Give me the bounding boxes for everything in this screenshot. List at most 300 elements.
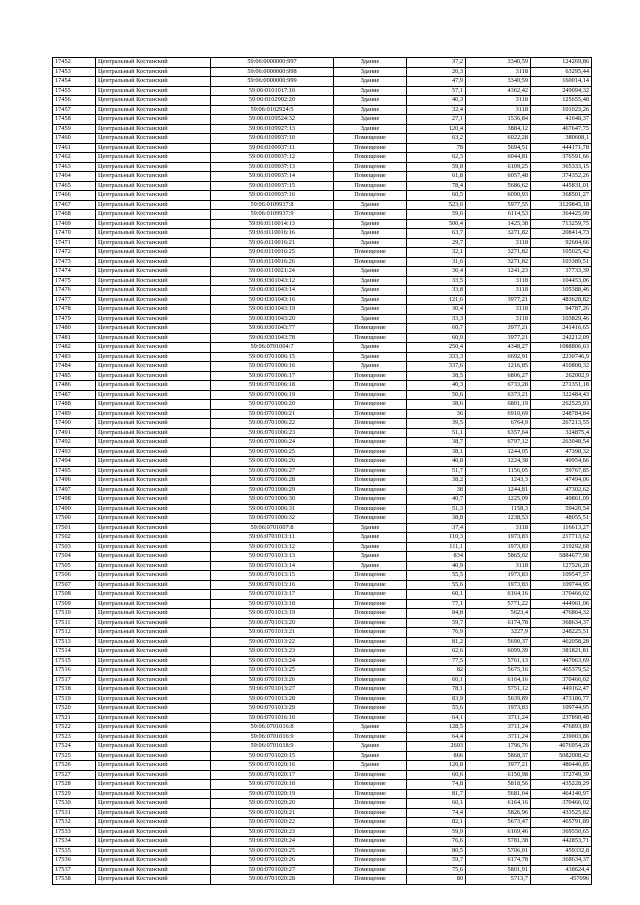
area-cell: 83,9 — [407, 694, 466, 704]
object-type-cell: Помещение — [334, 628, 407, 638]
cadastral-value-cell: 364425,99 — [531, 210, 592, 220]
cadastral-number-cell: 59:06:0301043:14 — [211, 286, 334, 296]
unit-value-cell: 6801,19 — [466, 400, 531, 410]
unit-value-cell: 3118 — [466, 276, 531, 286]
district-name-cell: Центральный Костанский — [96, 875, 211, 885]
table-body — [53, 58, 592, 885]
area-cell: 47,9 — [407, 77, 466, 87]
area-cell: 128,5 — [407, 723, 466, 733]
cadastral-number-cell: 59:06:0109937:13 — [211, 162, 334, 172]
row-number-cell: 17488 — [53, 400, 96, 410]
object-type-cell: Помещение — [334, 789, 407, 799]
row-number-cell: 17491 — [53, 428, 96, 438]
cadastral-value-cell: 48055,51 — [531, 514, 592, 524]
row-number-cell: 17517 — [53, 675, 96, 685]
unit-value-cell: 5865,02 — [466, 552, 531, 562]
row-number-cell: 17472 — [53, 248, 96, 258]
table-row — [53, 362, 592, 372]
object-type-cell: Здание — [334, 542, 407, 552]
district-name-cell: Центральный Костанский — [96, 808, 211, 818]
object-type-cell: Помещение — [334, 647, 407, 657]
unit-value-cell: 1973,83 — [466, 542, 531, 552]
unit-value-cell: 6174,78 — [466, 618, 531, 628]
cadastral-number-cell: 59:06:0109937:11 — [211, 143, 334, 153]
district-name-cell: Центральный Костанский — [96, 295, 211, 305]
cadastral-number-cell: 59:06:0701013:28 — [211, 694, 334, 704]
area-cell: 57,1 — [407, 86, 466, 96]
cadastral-number-cell: 59:06:0701013:25 — [211, 666, 334, 676]
area-cell: 31,6 — [407, 257, 466, 267]
cadastral-number-cell: 59:06:0109927:13 — [211, 124, 334, 134]
area-cell: 333,3 — [407, 352, 466, 362]
district-name-cell: Центральный Костанский — [96, 628, 211, 638]
cadastral-value-cell: 374352,26 — [531, 172, 592, 182]
row-number-cell: 17452 — [53, 58, 96, 68]
district-name-cell: Центральный Костанский — [96, 409, 211, 419]
row-number-cell: 17475 — [53, 276, 96, 286]
object-type-cell: Помещение — [334, 504, 407, 514]
area-cell: 60,1 — [407, 799, 466, 809]
row-number-cell: 17495 — [53, 466, 96, 476]
table-row — [53, 191, 592, 201]
cadastral-value-cell: 372749,39 — [531, 770, 592, 780]
row-number-cell: 17513 — [53, 637, 96, 647]
table-row — [53, 96, 592, 106]
cadastral-value-cell: 37733,39 — [531, 267, 592, 277]
district-name-cell: Центральный Костанский — [96, 742, 211, 752]
object-type-cell: Помещение — [334, 599, 407, 609]
table-row — [53, 618, 592, 628]
unit-value-cell: 1224,38 — [466, 457, 531, 467]
district-name-cell: Центральный Костанский — [96, 124, 211, 134]
unit-value-cell: 1244,81 — [466, 485, 531, 495]
table-row — [53, 428, 592, 438]
table-row — [53, 628, 592, 638]
cadastral-number-cell: 59:06:0701006:15 — [211, 352, 334, 362]
area-cell: 62,6 — [407, 647, 466, 657]
cadastral-number-cell: 59:06:0110016:16 — [211, 229, 334, 239]
table-row — [53, 86, 592, 96]
cadastral-value-cell: 208414,73 — [531, 229, 592, 239]
table-row — [53, 105, 592, 115]
table-row — [53, 77, 592, 87]
table-row — [53, 172, 592, 182]
unit-value-cell: 3271,82 — [466, 257, 531, 267]
district-name-cell: Центральный Костанский — [96, 200, 211, 210]
row-number-cell: 17514 — [53, 647, 96, 657]
row-number-cell: 17466 — [53, 191, 96, 201]
row-number-cell: 17522 — [53, 723, 96, 733]
cadastral-value-cell: 103829,46 — [531, 314, 592, 324]
area-cell: 78,4 — [407, 181, 466, 191]
district-name-cell: Центральный Костанский — [96, 514, 211, 524]
object-type-cell: Помещение — [334, 390, 407, 400]
document-page — [52, 57, 592, 885]
row-number-cell: 17536 — [53, 856, 96, 866]
district-name-cell: Центральный Костанский — [96, 371, 211, 381]
area-cell: 39,5 — [407, 419, 466, 429]
table-row — [53, 875, 592, 885]
district-name-cell: Центральный Костанский — [96, 438, 211, 448]
area-cell: 59,7 — [407, 856, 466, 866]
cadastral-value-cell: 449162,47 — [531, 685, 592, 695]
object-type-cell: Помещение — [334, 257, 407, 267]
district-name-cell: Центральный Костанский — [96, 257, 211, 267]
row-number-cell: 17516 — [53, 666, 96, 676]
area-cell: 36 — [407, 409, 466, 419]
row-number-cell: 17521 — [53, 713, 96, 723]
object-type-cell: Помещение — [334, 428, 407, 438]
unit-value-cell: 3884,12 — [466, 124, 531, 134]
cadastral-number-cell: 59:06:0701006:16 — [211, 362, 334, 372]
district-name-cell: Центральный Костанский — [96, 723, 211, 733]
row-number-cell: 17457 — [53, 105, 96, 115]
cadastral-number-cell: 59:06:0110014:13 — [211, 219, 334, 229]
cadastral-value-cell: 249094,32 — [531, 86, 592, 96]
object-type-cell: Здание — [334, 552, 407, 562]
area-cell: 60,7 — [407, 324, 466, 334]
cadastral-number-cell: 59:06:0701020:25 — [211, 846, 334, 856]
object-type-cell: Помещение — [334, 837, 407, 847]
cadastral-value-cell: 480446,85 — [531, 761, 592, 771]
cadastral-value-cell: 3129845,18 — [531, 200, 592, 210]
object-type-cell: Помещение — [334, 371, 407, 381]
cadastral-number-cell: 59:06:0701020:27 — [211, 865, 334, 875]
object-type-cell: Помещение — [334, 248, 407, 258]
row-number-cell: 17455 — [53, 86, 96, 96]
cadastral-number-cell: 59:06:0701006:26 — [211, 457, 334, 467]
cadastral-number-cell: 59:06:0701006:32 — [211, 514, 334, 524]
cadastral-value-cell: 476893,89 — [531, 723, 592, 733]
object-type-cell: Здание — [334, 742, 407, 752]
cadastral-value-cell: 248225,51 — [531, 628, 592, 638]
district-name-cell: Центральный Костанский — [96, 476, 211, 486]
cadastral-value-cell: 322484,43 — [531, 390, 592, 400]
cadastral-value-cell: 49861,09 — [531, 495, 592, 505]
table-row — [53, 590, 592, 600]
area-cell: 59,9 — [407, 827, 466, 837]
area-cell: 51,1 — [407, 428, 466, 438]
row-number-cell: 17484 — [53, 362, 96, 372]
district-name-cell: Центральный Костанский — [96, 305, 211, 315]
cadastral-value-cell: 124269,86 — [531, 58, 592, 68]
table-row — [53, 571, 592, 581]
table-row — [53, 419, 592, 429]
object-type-cell: Здание — [334, 305, 407, 315]
cadastral-number-cell: 59:06:0701016:10 — [211, 713, 334, 723]
cadastral-value-cell: 464140,97 — [531, 789, 592, 799]
unit-value-cell: 5801,91 — [466, 865, 531, 875]
area-cell: 51,3 — [407, 504, 466, 514]
object-type-cell: Здание — [334, 751, 407, 761]
area-cell: 40,7 — [407, 495, 466, 505]
area-cell: 82,1 — [407, 818, 466, 828]
row-number-cell: 17506 — [53, 571, 96, 581]
table-row — [53, 181, 592, 191]
row-number-cell: 17468 — [53, 210, 96, 220]
unit-value-cell: 6169,46 — [466, 827, 531, 837]
row-number-cell: 17460 — [53, 134, 96, 144]
cadastral-number-cell: 59:06:0301043:77 — [211, 324, 334, 334]
object-type-cell: Помещение — [334, 514, 407, 524]
area-cell: 81,7 — [407, 789, 466, 799]
table-row — [53, 666, 592, 676]
cadastral-number-cell: 59:06:0000000:997 — [211, 58, 334, 68]
object-type-cell: Помещение — [334, 476, 407, 486]
area-cell: 64,1 — [407, 713, 466, 723]
row-number-cell: 17458 — [53, 115, 96, 125]
cadastral-number-cell: 59:06:0701013:17 — [211, 590, 334, 600]
cadastral-value-cell: 369550,65 — [531, 827, 592, 837]
district-name-cell: Центральный Костанский — [96, 533, 211, 543]
row-number-cell: 17512 — [53, 628, 96, 638]
district-name-cell: Центральный Костанский — [96, 675, 211, 685]
area-cell: 30,4 — [407, 305, 466, 315]
cadastral-value-cell: 49954,66 — [531, 457, 592, 467]
object-type-cell: Помещение — [334, 704, 407, 714]
cadastral-value-cell: 365333,15 — [531, 162, 592, 172]
cadastral-number-cell: 59:06:0701013:16 — [211, 580, 334, 590]
cadastral-number-cell: 59:06:0110021:24 — [211, 267, 334, 277]
unit-value-cell: 6806,27 — [466, 371, 531, 381]
cadastral-value-cell: 444171,78 — [531, 143, 592, 153]
cadastral-value-cell: 483628,82 — [531, 295, 592, 305]
unit-value-cell: 1238,53 — [466, 514, 531, 524]
cadastral-value-cell: 370466,02 — [531, 590, 592, 600]
object-type-cell: Помещение — [334, 172, 407, 182]
unit-value-cell: 6099,39 — [466, 647, 531, 657]
district-name-cell: Центральный Костанский — [96, 780, 211, 790]
unit-value-cell: 3340,59 — [466, 77, 531, 87]
district-name-cell: Центральный Костанский — [96, 770, 211, 780]
district-name-cell: Центральный Костанский — [96, 143, 211, 153]
row-number-cell: 17459 — [53, 124, 96, 134]
area-cell: 59,8 — [407, 162, 466, 172]
district-name-cell: Центральный Костанский — [96, 419, 211, 429]
table-row — [53, 609, 592, 619]
area-cell: 33,8 — [407, 286, 466, 296]
table-row — [53, 523, 592, 533]
cadastral-number-cell: 59:06:0701020:26 — [211, 856, 334, 866]
table-row — [53, 219, 592, 229]
table-row — [53, 400, 592, 410]
cadastral-number-cell: 59:06:0701013:11 — [211, 533, 334, 543]
area-cell: 29,7 — [407, 238, 466, 248]
area-cell: 60,6 — [407, 770, 466, 780]
area-cell: 60,5 — [407, 191, 466, 201]
object-type-cell: Помещение — [334, 799, 407, 809]
unit-value-cell: 5977,55 — [466, 200, 531, 210]
row-number-cell: 17492 — [53, 438, 96, 448]
unit-value-cell: 6114,53 — [466, 210, 531, 220]
row-number-cell: 17456 — [53, 96, 96, 106]
cadastral-number-cell: 59:06:0701006:18 — [211, 381, 334, 391]
row-number-cell: 17481 — [53, 333, 96, 343]
object-type-cell: Помещение — [334, 485, 407, 495]
table-row — [53, 504, 592, 514]
unit-value-cell: 6109,25 — [466, 162, 531, 172]
cadastral-value-cell: 462058,28 — [531, 637, 592, 647]
table-row — [53, 447, 592, 457]
cadastral-number-cell: 59:06:0110016:26 — [211, 257, 334, 267]
object-type-cell: Помещение — [334, 656, 407, 666]
cadastral-number-cell: 59:06:0701020:16 — [211, 761, 334, 771]
row-number-cell: 17511 — [53, 618, 96, 628]
table-row — [53, 134, 592, 144]
cadastral-number-cell: 59:06:0701006:19 — [211, 390, 334, 400]
object-type-cell: Помещение — [334, 419, 407, 429]
cadastral-number-cell: 59:06:0701013:12 — [211, 542, 334, 552]
unit-value-cell: 5673,47 — [466, 818, 531, 828]
cadastral-number-cell: 59:06:0301043:12 — [211, 276, 334, 286]
area-cell: 110,3 — [407, 533, 466, 543]
area-cell: 40,3 — [407, 96, 466, 106]
district-name-cell: Центральный Костанский — [96, 86, 211, 96]
row-number-cell: 17507 — [53, 580, 96, 590]
cadastral-value-cell: 237890,48 — [531, 713, 592, 723]
cadastral-number-cell: 59:06:0701006:29 — [211, 485, 334, 495]
table-row — [53, 381, 592, 391]
table-row — [53, 115, 592, 125]
district-name-cell: Центральный Костанский — [96, 694, 211, 704]
unit-value-cell: 5681,04 — [466, 789, 531, 799]
table-row — [53, 438, 592, 448]
district-name-cell: Центральный Костанский — [96, 609, 211, 619]
cadastral-number-cell: 59:06:0701006:20 — [211, 400, 334, 410]
cadastral-number-cell: 59:06:0000000:999 — [211, 77, 334, 87]
cadastral-value-cell: 59767,85 — [531, 466, 592, 476]
unit-value-cell: 6022,28 — [466, 134, 531, 144]
cadastral-number-cell: 59:06:0701013:24 — [211, 656, 334, 666]
table-row — [53, 210, 592, 220]
object-type-cell: Помещение — [334, 466, 407, 476]
cadastral-value-cell: 271351,18 — [531, 381, 592, 391]
unit-value-cell: 6164,16 — [466, 590, 531, 600]
area-cell: 40,8 — [407, 457, 466, 467]
table-row — [53, 295, 592, 305]
row-number-cell: 17480 — [53, 324, 96, 334]
table-row — [53, 409, 592, 419]
table-row — [53, 818, 592, 828]
unit-value-cell: 5826,96 — [466, 808, 531, 818]
object-type-cell: Помещение — [334, 856, 407, 866]
unit-value-cell: 5868,37 — [466, 751, 531, 761]
object-type-cell: Здание — [334, 533, 407, 543]
district-name-cell: Центральный Костанский — [96, 400, 211, 410]
table-row — [53, 333, 592, 343]
cadastral-value-cell: 459332,8 — [531, 846, 592, 856]
object-type-cell: Помещение — [334, 134, 407, 144]
unit-value-cell: 3118 — [466, 105, 531, 115]
row-number-cell: 17462 — [53, 153, 96, 163]
cadastral-number-cell: 59:06:0701006:21 — [211, 409, 334, 419]
area-cell: 121,6 — [407, 295, 466, 305]
cadastral-value-cell: 47398,32 — [531, 447, 592, 457]
area-cell: 866 — [407, 751, 466, 761]
unit-value-cell: 3271,82 — [466, 248, 531, 258]
area-cell: 834 — [407, 552, 466, 562]
district-name-cell: Центральный Костанский — [96, 343, 211, 353]
table-row — [53, 837, 592, 847]
row-number-cell: 17527 — [53, 770, 96, 780]
object-type-cell: Помещение — [334, 590, 407, 600]
area-cell: 77,1 — [407, 599, 466, 609]
row-number-cell: 17471 — [53, 238, 96, 248]
district-name-cell: Центральный Костанский — [96, 656, 211, 666]
district-name-cell: Центральный Костанский — [96, 181, 211, 191]
cadastral-value-cell: 4676954,28 — [531, 742, 592, 752]
cadastral-value-cell: 109744,95 — [531, 704, 592, 714]
object-type-cell: Помещение — [334, 191, 407, 201]
cadastral-number-cell: 59:06:0701020:22 — [211, 818, 334, 828]
district-name-cell: Центральный Костанский — [96, 761, 211, 771]
unit-value-cell: 5690,37 — [466, 637, 531, 647]
row-number-cell: 17454 — [53, 77, 96, 87]
row-number-cell: 17510 — [53, 609, 96, 619]
object-type-cell: Помещение — [334, 637, 407, 647]
cadastral-number-cell: 59:06:0701007:8 — [211, 523, 334, 533]
cadastral-value-cell: 2230746,9 — [531, 352, 592, 362]
table-row — [53, 533, 592, 543]
cadastral-number-cell: 59:06:0701013:27 — [211, 685, 334, 695]
area-cell: 62,3 — [407, 153, 466, 163]
district-name-cell: Центральный Костанский — [96, 552, 211, 562]
unit-value-cell: 1158,3 — [466, 504, 531, 514]
cadastral-number-cell: 59:06:0701016:8 — [211, 723, 334, 733]
unit-value-cell: 4348,27 — [466, 343, 531, 353]
cadastral-number-cell: 59:06:0701020:28 — [211, 875, 334, 885]
table-row — [53, 248, 592, 258]
cadastral-value-cell: 467647,75 — [531, 124, 592, 134]
object-type-cell: Здание — [334, 314, 407, 324]
area-cell: 32,4 — [407, 105, 466, 115]
cadastral-number-cell: 59:06:0701013:29 — [211, 704, 334, 714]
cadastral-number-cell: 59:06:0701018:9 — [211, 742, 334, 752]
unit-value-cell: 3271,82 — [466, 229, 531, 239]
cadastral-number-cell: 59:06:0701013:19 — [211, 609, 334, 619]
cadastral-value-cell: 267213,55 — [531, 419, 592, 429]
area-cell: 55,6 — [407, 704, 466, 714]
district-name-cell: Центральный Костанский — [96, 324, 211, 334]
object-type-cell: Помещение — [334, 210, 407, 220]
cadastral-value-cell: 160014,14 — [531, 77, 592, 87]
unit-value-cell: 1425,38 — [466, 219, 531, 229]
area-cell: 75,6 — [407, 865, 466, 875]
table-row — [53, 267, 592, 277]
district-name-cell: Центральный Костанский — [96, 590, 211, 600]
object-type-cell: Помещение — [334, 666, 407, 676]
area-cell: 78 — [407, 143, 466, 153]
cadastral-number-cell: 59:06:0109937:8 — [211, 200, 334, 210]
area-cell: 81,2 — [407, 637, 466, 647]
table-row — [53, 143, 592, 153]
district-name-cell: Центральный Костанский — [96, 229, 211, 239]
row-number-cell: 17500 — [53, 514, 96, 524]
cadastral-number-cell: 59:06:0110016:21 — [211, 238, 334, 248]
cadastral-number-cell: 59:06:0109937:9 — [211, 210, 334, 220]
table-row — [53, 723, 592, 733]
district-name-cell: Центральный Костанский — [96, 134, 211, 144]
table-row — [53, 162, 592, 172]
table-row — [53, 580, 592, 590]
object-type-cell: Здание — [334, 343, 407, 353]
unit-value-cell: 1973,83 — [466, 571, 531, 581]
row-number-cell: 17503 — [53, 542, 96, 552]
cadastral-value-cell: 59420,54 — [531, 504, 592, 514]
unit-value-cell: 5694,51 — [466, 143, 531, 153]
object-type-cell: Помещение — [334, 609, 407, 619]
unit-value-cell: 3977,21 — [466, 295, 531, 305]
